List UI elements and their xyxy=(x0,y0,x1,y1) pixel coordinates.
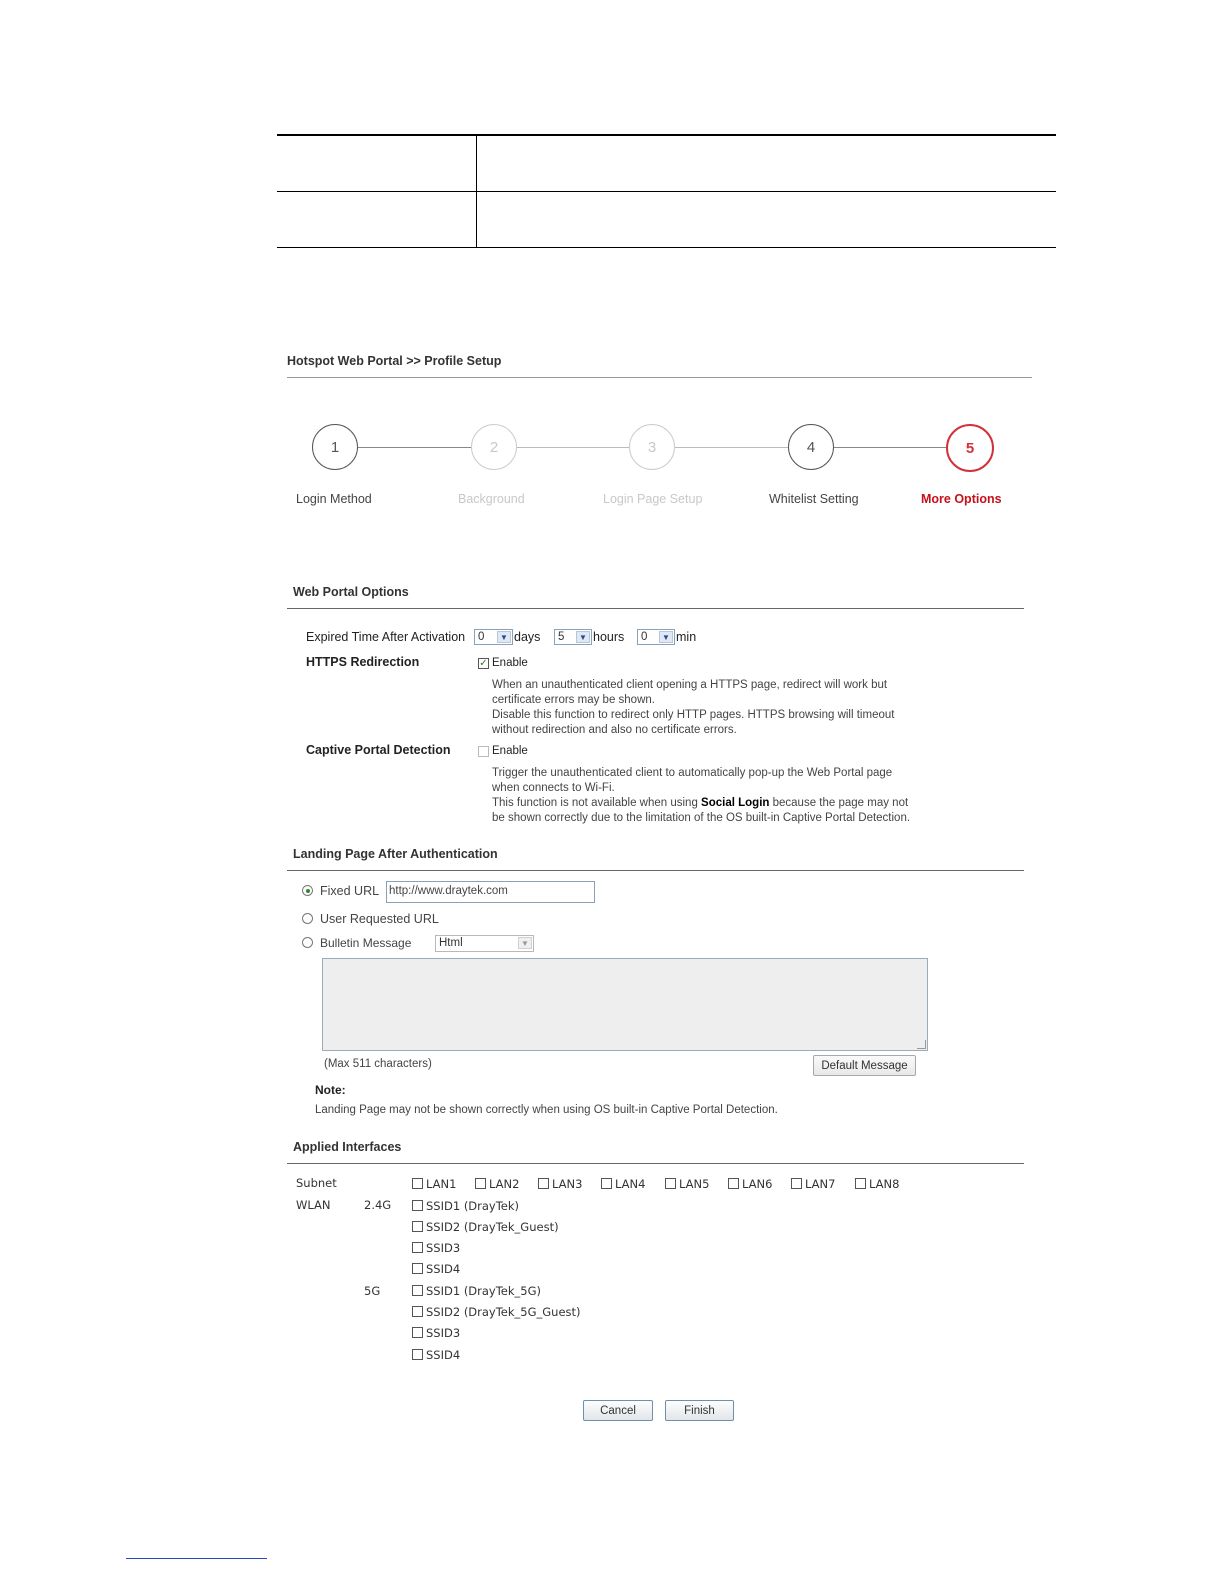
step-connector xyxy=(675,447,789,448)
default-message-button[interactable]: Default Message xyxy=(813,1055,916,1076)
ssid2-24g-checkbox[interactable] xyxy=(412,1221,423,1232)
chevron-down-icon: ▼ xyxy=(659,631,673,643)
lan3-label: LAN3 xyxy=(552,1177,583,1191)
user-requested-url-radio[interactable] xyxy=(302,913,313,924)
lan8-label: LAN8 xyxy=(869,1177,900,1191)
chevron-down-icon: ▼ xyxy=(576,631,590,643)
desc-line: Disable this function to redirect only HTTP pages. HTTPS browsing will timeout xyxy=(492,709,895,721)
web-portal-options-title: Web Portal Options xyxy=(293,585,409,599)
ssid4-5g-label: SSID4 xyxy=(426,1348,461,1362)
ssid1-5g-label: SSID1 (DrayTek_5G) xyxy=(426,1284,542,1298)
hours-select[interactable] xyxy=(554,629,592,645)
step-connector xyxy=(833,447,947,448)
min-unit: min xyxy=(676,630,697,644)
min-select[interactable] xyxy=(637,629,675,645)
lan2-label: LAN2 xyxy=(489,1177,520,1191)
section-rule xyxy=(287,1163,1024,1164)
ssid3-24g-label: SSID3 xyxy=(426,1241,461,1255)
days-unit: days xyxy=(514,630,541,644)
finish-button[interactable]: Finish xyxy=(665,1400,734,1421)
table-mid-rule xyxy=(277,191,1056,192)
https-description xyxy=(492,678,932,738)
ssid4-24g-checkbox[interactable] xyxy=(412,1263,423,1274)
fixed-url-input[interactable]: http://www.draytek.com xyxy=(386,881,595,903)
desc-line: certificate errors may be shown. xyxy=(492,694,655,706)
step-1-circle[interactable]: 1 xyxy=(312,424,358,470)
chevron-down-icon: ▼ xyxy=(518,937,532,949)
ssid2-5g-label: SSID2 (DrayTek_5G_Guest) xyxy=(426,1305,581,1319)
landing-page-title: Landing Page After Authentication xyxy=(293,847,498,861)
desc-line: Trigger the unauthenticated client to automatically pop-up the Web Portal page xyxy=(492,767,893,779)
min-value: 0 xyxy=(641,631,648,643)
ssid3-5g-checkbox[interactable] xyxy=(412,1327,423,1338)
bulletin-format-select[interactable] xyxy=(435,935,534,952)
table-bottom-rule xyxy=(277,247,1056,248)
lan4-checkbox[interactable] xyxy=(601,1178,612,1189)
bulletin-message-textarea[interactable] xyxy=(322,958,928,1051)
lan4-label: LAN4 xyxy=(615,1177,646,1191)
lan6-label: LAN6 xyxy=(742,1177,773,1191)
https-enable-label: Enable xyxy=(492,657,528,669)
ssid3-24g-checkbox[interactable] xyxy=(412,1242,423,1253)
social-login-emphasis: Social Login xyxy=(701,797,770,809)
https-enable-checkbox[interactable]: ✓ xyxy=(479,658,488,669)
lan1-checkbox[interactable] xyxy=(412,1178,423,1189)
step-5-circle[interactable]: 5 xyxy=(946,424,994,472)
lan1-label: LAN1 xyxy=(426,1177,457,1191)
table-top-rule xyxy=(277,134,1056,136)
lan7-label: LAN7 xyxy=(805,1177,836,1191)
bulletin-message-radio[interactable] xyxy=(302,937,313,948)
step-1-label: Login Method xyxy=(296,492,372,506)
section-rule xyxy=(287,870,1024,871)
band-5g-label: 5G xyxy=(364,1284,381,1298)
lan5-checkbox[interactable] xyxy=(665,1178,676,1189)
table-column-divider xyxy=(476,135,477,248)
captive-description xyxy=(492,766,952,826)
footer-link-underline xyxy=(126,1558,267,1559)
applied-interfaces-title: Applied Interfaces xyxy=(293,1140,402,1154)
breadcrumb: Hotspot Web Portal >> Profile Setup xyxy=(287,354,502,368)
expired-time-label: Expired Time After Activation xyxy=(306,630,466,644)
hours-unit: hours xyxy=(593,630,625,644)
fixed-url-radio[interactable] xyxy=(302,885,313,896)
ssid3-5g-label: SSID3 xyxy=(426,1326,461,1340)
subnet-label: Subnet xyxy=(296,1176,337,1190)
desc-line: when connects to Wi-Fi. xyxy=(492,782,615,794)
step-4-circle[interactable]: 4 xyxy=(788,424,834,470)
user-requested-url-label: User Requested URL xyxy=(320,912,439,926)
lan2-checkbox[interactable] xyxy=(475,1178,486,1189)
section-rule xyxy=(287,608,1024,609)
captive-enable-checkbox[interactable] xyxy=(478,746,489,757)
https-redirection-label: HTTPS Redirection xyxy=(306,655,420,669)
step-connector xyxy=(357,447,471,448)
step-3-label: Login Page Setup xyxy=(603,492,703,506)
step-2-circle[interactable]: 2 xyxy=(471,424,517,470)
desc-line: When an unauthenticated client opening a HTTPS page, redirect will work but xyxy=(492,679,888,691)
lan8-checkbox[interactable] xyxy=(855,1178,866,1189)
lan5-label: LAN5 xyxy=(679,1177,710,1191)
hours-value: 5 xyxy=(558,631,565,643)
note-title: Note: xyxy=(315,1083,346,1097)
days-value: 0 xyxy=(478,631,485,643)
captive-enable-label: Enable xyxy=(492,745,528,757)
step-2-label: Background xyxy=(458,492,525,506)
max-characters-hint: (Max 511 characters) xyxy=(324,1058,432,1070)
desc-text: because the page may not xyxy=(769,797,909,809)
lan7-checkbox[interactable] xyxy=(791,1178,802,1189)
step-5-label: More Options xyxy=(921,492,1002,506)
breadcrumb-rule xyxy=(287,377,1032,378)
cancel-button[interactable]: Cancel xyxy=(583,1400,653,1421)
desc-line xyxy=(492,796,952,811)
note-text: Landing Page may not be shown correctly when using OS built-in Captive Portal Detection. xyxy=(315,1104,778,1116)
ssid4-5g-checkbox[interactable] xyxy=(412,1349,423,1360)
lan6-checkbox[interactable] xyxy=(728,1178,739,1189)
desc-line: without redirection and also no certificate errors. xyxy=(492,724,737,736)
wlan-label: WLAN xyxy=(296,1198,331,1212)
ssid1-5g-checkbox[interactable] xyxy=(412,1285,423,1296)
desc-text: This function is not available when using xyxy=(492,797,702,809)
ssid4-24g-label: SSID4 xyxy=(426,1262,461,1276)
captive-portal-label: Captive Portal Detection xyxy=(306,743,451,757)
desc-line: be shown correctly due to the limitation of the OS built-in Captive Portal Detection. xyxy=(492,812,911,824)
fixed-url-label: Fixed URL xyxy=(320,884,380,898)
ssid2-24g-label: SSID2 (DrayTek_Guest) xyxy=(426,1220,559,1234)
ssid1-24g-label: SSID1 (DrayTek) xyxy=(426,1199,520,1213)
ssid1-24g-checkbox[interactable] xyxy=(412,1200,423,1211)
days-select[interactable] xyxy=(474,629,513,645)
chevron-down-icon: ▼ xyxy=(497,631,511,643)
step-4-label: Whitelist Setting xyxy=(769,492,859,506)
step-connector xyxy=(516,447,630,448)
lan3-checkbox[interactable] xyxy=(538,1178,549,1189)
band-24g-label: 2.4G xyxy=(364,1198,392,1212)
resize-handle-icon[interactable] xyxy=(917,1040,926,1049)
step-3-circle[interactable]: 3 xyxy=(629,424,675,470)
bulletin-message-label: Bulletin Message xyxy=(320,936,412,950)
ssid2-5g-checkbox[interactable] xyxy=(412,1306,423,1317)
bulletin-format-value: Html xyxy=(439,937,463,949)
